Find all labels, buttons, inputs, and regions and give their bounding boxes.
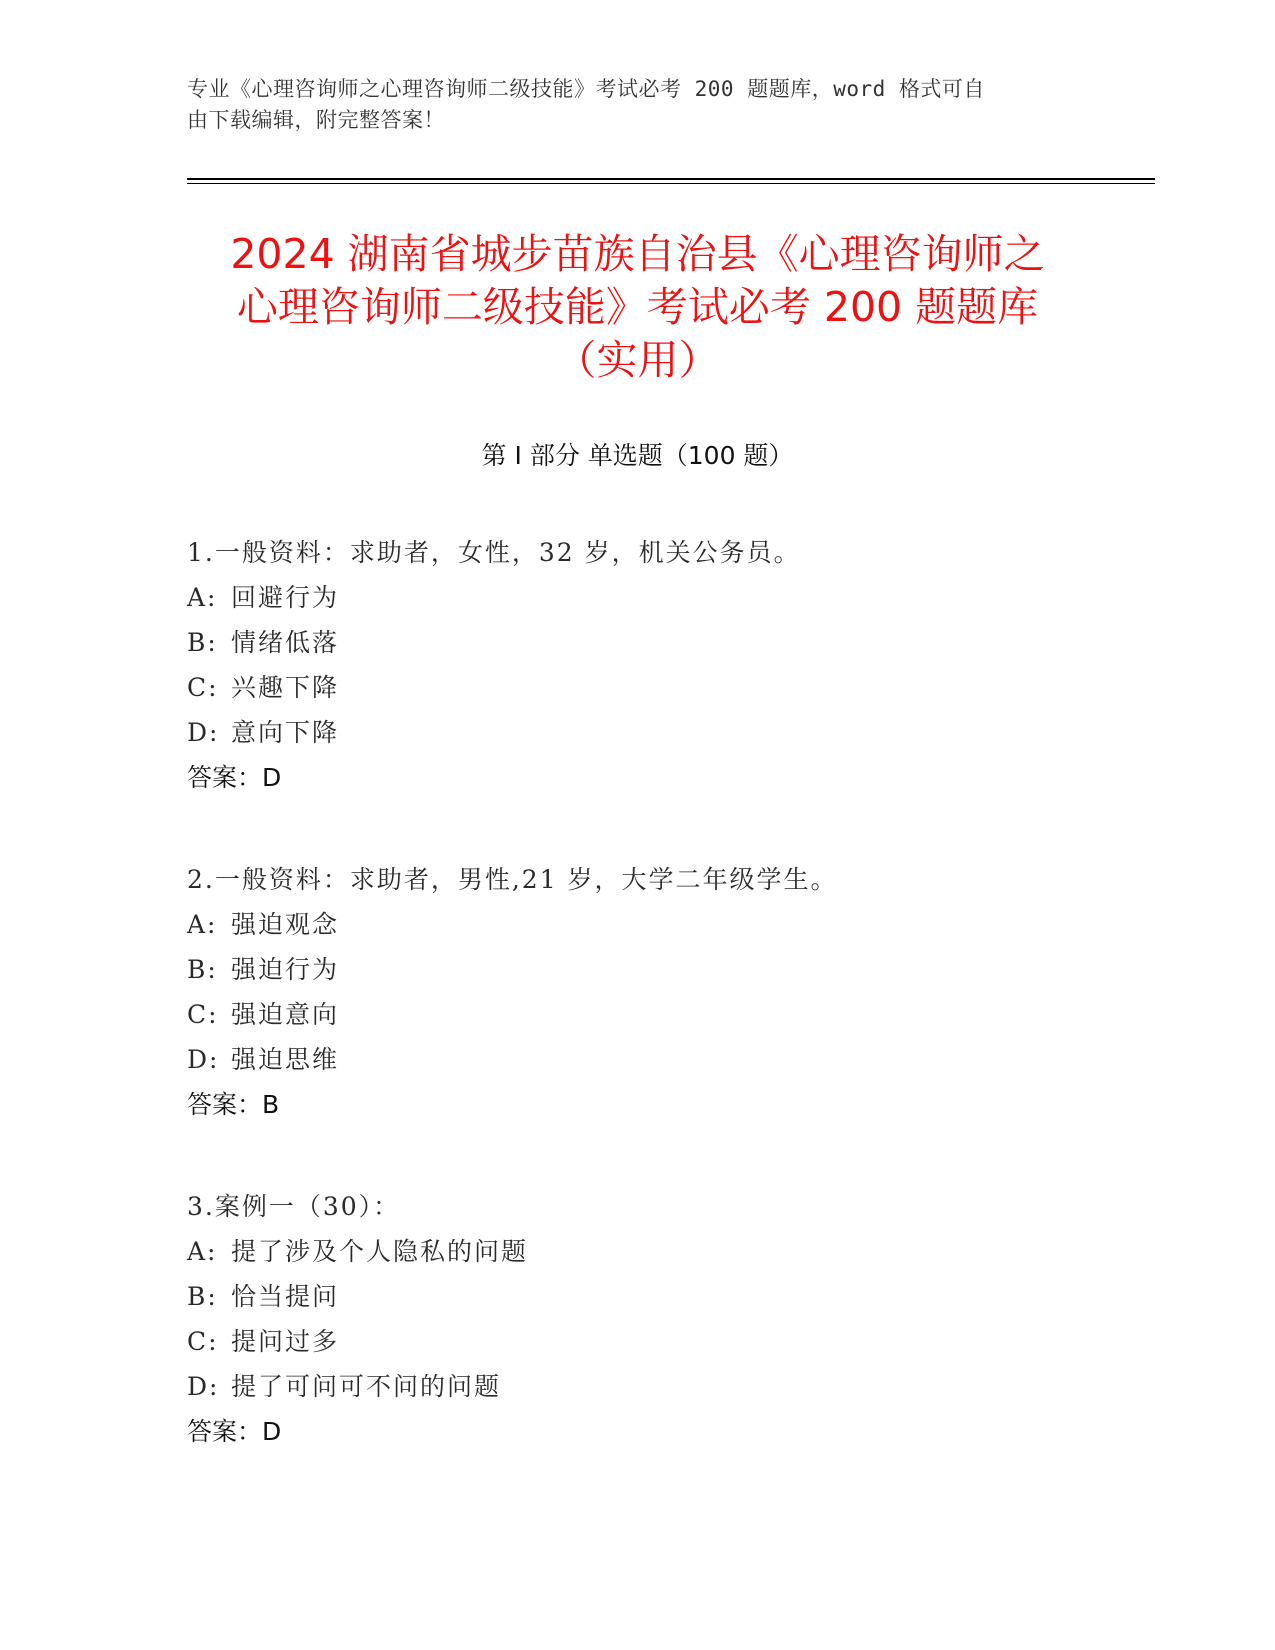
question-2 [187,857,1137,1127]
option-d [187,710,1137,755]
option-a [187,1229,1137,1274]
option-letter: A: [187,583,218,612]
option-letter: D: [187,1045,220,1074]
option-c [187,665,1137,710]
option-text: 强迫行为 [231,955,340,984]
question-list [187,530,1137,1454]
document-title-line-2: 心理咨询师二级技能》考试必考 200 题题库 [236,283,1039,331]
option-letter: C: [187,1000,219,1029]
option-b [187,947,1137,992]
question-stem: 2.一般资料：求助者，男性,21 岁，大学二年级学生。 [187,865,838,894]
document-title [150,228,1125,387]
option-letter: C: [187,1327,219,1356]
option-a [187,575,1137,620]
option-text: 强迫意向 [231,1000,340,1029]
header-note-line-1: 专业《心理咨询师之心理咨询师二级技能》考试必考 200 题题库，word 格式可自 [187,77,985,101]
option-letter: B: [187,955,218,984]
header-rule-thin [187,183,1155,184]
option-letter: B: [187,1282,218,1311]
option-letter: D: [187,718,220,747]
option-text: 强迫思维 [231,1045,340,1074]
option-text: 强迫观念 [231,910,340,939]
answer-line: 答案：D [187,763,282,792]
document-title-line-1: 2024 湖南省城步苗族自治县《心理咨询师之 [230,230,1045,278]
answer-line: 答案：B [187,1090,280,1119]
option-d [187,1037,1137,1082]
option-b [187,620,1137,665]
option-letter: C: [187,673,219,702]
section-title: 第 I 部分 单选题（100 题） [481,441,794,470]
answer-line: 答案：D [187,1417,282,1446]
header-note [187,74,1087,136]
option-letter: D: [187,1372,220,1401]
option-text: 情绪低落 [231,628,340,657]
option-text: 提了可问可不问的问题 [231,1372,502,1401]
option-d [187,1364,1137,1409]
document-title-line-3: （实用） [555,336,720,384]
option-text: 提问过多 [231,1327,340,1356]
question-stem: 3.案例一（30）： [187,1192,401,1221]
option-letter: A: [187,1237,218,1266]
option-text: 提了涉及个人隐私的问题 [231,1237,529,1266]
option-letter: B: [187,628,218,657]
question-3 [187,1184,1137,1454]
option-text: 回避行为 [231,583,340,612]
option-letter: A: [187,910,218,939]
option-text: 兴趣下降 [231,673,340,702]
option-c [187,1319,1137,1364]
option-text: 意向下降 [231,718,340,747]
header-rule-thick [187,178,1155,180]
header-note-line-2: 由下载编辑，附完整答案！ [187,108,445,132]
option-text: 恰当提问 [231,1282,340,1311]
option-a [187,902,1137,947]
question-stem: 1.一般资料：求助者，女性，32 岁，机关公务员。 [187,538,801,567]
option-b [187,1274,1137,1319]
option-c [187,992,1137,1037]
question-1 [187,530,1137,800]
